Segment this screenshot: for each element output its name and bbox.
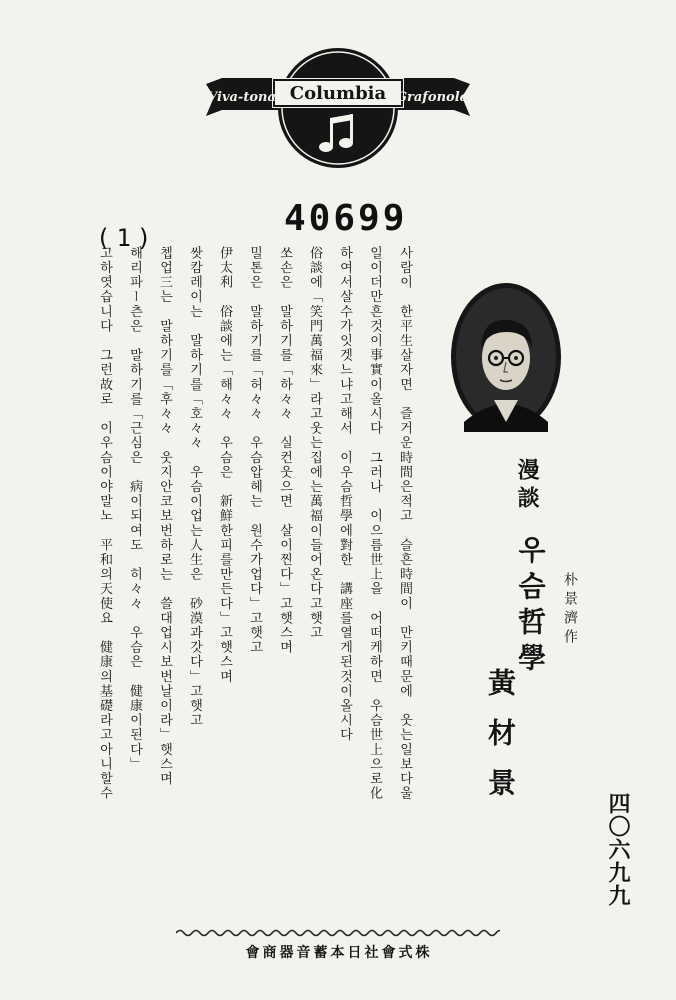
body-line: 일이더만흔것이事實이올시다 그러나 이으름世上을 어떠케하면 우슴世上으로化 <box>367 246 382 801</box>
wavy-divider <box>176 928 500 938</box>
logo-left-text: Viva-tonal <box>207 90 281 105</box>
disc-side-label: (1) <box>96 224 158 252</box>
columbia-logo <box>200 44 476 174</box>
body-line: 밀톤은 말하기를「허々々 우슴압헤는 원수가업다」고햇고 <box>247 246 262 655</box>
record-title: 우슴哲學 <box>514 535 547 679</box>
logo-center-text: Columbia <box>289 83 387 104</box>
author-credit: 朴景濟作 <box>562 572 578 648</box>
body-line: 사람이 한平生살자면 즐거운時間은적고 슬흔時間이 만키때문에 웃는일보다울 <box>397 246 412 801</box>
body-line: 俗談에「笑門萬福來」라고웃는집에는萬福이들어온다고햇고 <box>307 246 322 641</box>
logo-right-text: Grafonola <box>395 90 469 105</box>
body-line: 해리파ー츤은 말하기를「근심은 病이되여도 히々々 우슴은 健康이된다」 <box>127 246 142 772</box>
publisher-name: 株式會社日本蓄音器商會 <box>245 945 433 961</box>
body-line: 하여서살수가잇겟느냐고해서 이우슴哲學에對한 講座를열게된것이올시다 <box>337 246 352 743</box>
record-number: 40699 <box>284 198 408 239</box>
body-line: 쳅업三는 말하기를「후々々 웃지안코보번하로는 쓸대업시보번날이라」햇스며 <box>157 246 172 787</box>
body-line: 伊太利 俗談에는「해々々 우슴은 新鮮한피를만든다」고햇스며 <box>217 246 232 684</box>
body-line: 쌋캄레이는 말하기를「호々々 우슴이업는人生은 砂漠과갓다」고햇고 <box>187 246 202 728</box>
body-line: 쏘손은 말하기를「하々々 실컨웃으면 살이찐다」고햇스며 <box>277 246 292 655</box>
columbia-logo-graphic <box>200 44 476 174</box>
genre-label: 漫談 <box>514 458 540 514</box>
performer-name: 黃材景 <box>484 668 517 818</box>
catalog-number: 四〇六九九 <box>605 792 631 907</box>
body-line: 고하엿습니다 그런故로 이우슴이야말노 平和의天使요 健康의基礎라고아니할수 <box>97 246 112 801</box>
lyrics-body <box>92 246 422 926</box>
performer-portrait <box>450 282 562 432</box>
